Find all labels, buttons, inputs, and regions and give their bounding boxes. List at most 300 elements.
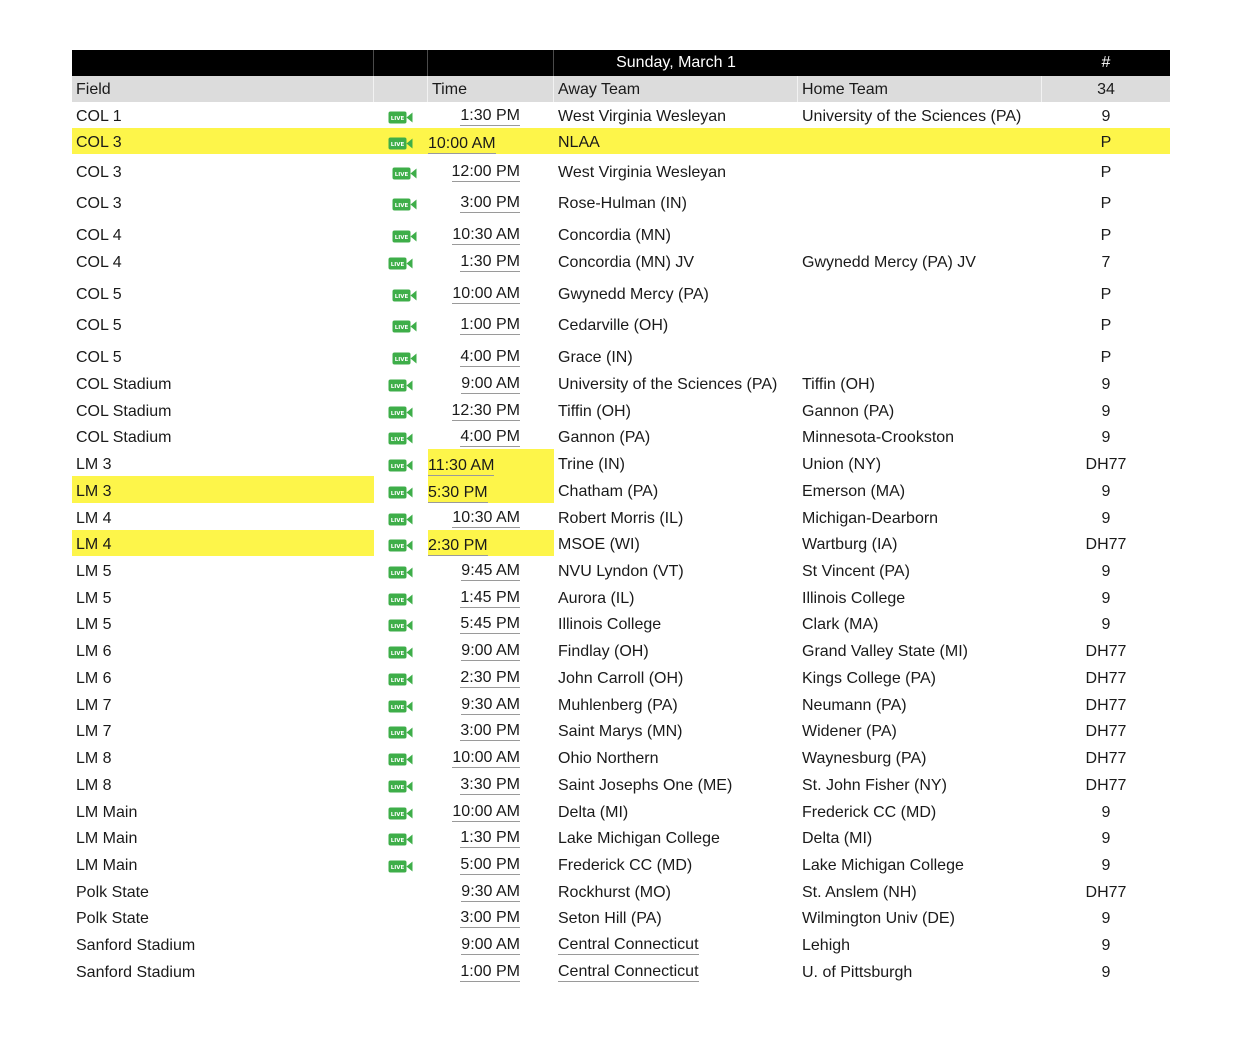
field-name: COL Stadium (76, 376, 172, 393)
count-cell (1042, 717, 1170, 743)
col-header-count (1042, 76, 1170, 102)
svg-text:LIVE: LIVE (394, 357, 409, 363)
game-time: 10:00 AM (452, 285, 520, 302)
field-name: COL Stadium (76, 429, 172, 446)
stream-cell (374, 824, 428, 850)
svg-text:LIVE: LIVE (390, 678, 405, 684)
live-stream-icon[interactable] (388, 646, 413, 659)
home-team-cell (798, 154, 1042, 184)
svg-text:LIVE: LIVE (390, 705, 405, 711)
stream-cell (374, 797, 428, 824)
time-cell (428, 396, 554, 423)
live-stream-icon[interactable] (388, 513, 413, 526)
col-header-home-label: Home Team (802, 81, 888, 98)
svg-text:LIVE: LIVE (390, 624, 405, 630)
header-row-columns (72, 76, 1170, 102)
home-team: University of the Sciences (PA) (802, 108, 1022, 125)
header-count-label: # (1101, 54, 1111, 71)
stream-cell (374, 770, 428, 797)
table-row (72, 102, 1170, 128)
field-cell (72, 449, 374, 476)
time-cell (428, 503, 554, 530)
field-name: LM Main (76, 857, 138, 874)
game-time: 9:30 AM (461, 883, 520, 900)
away-team-cell (554, 184, 798, 215)
home-team-cell (798, 663, 1042, 690)
time-cell (428, 930, 554, 957)
game-count: P (1100, 286, 1112, 303)
stream-cell (374, 423, 428, 449)
home-team-cell (798, 743, 1042, 770)
home-team: Lake Michigan College (802, 857, 964, 874)
count-cell (1042, 556, 1170, 583)
svg-text:LIVE: LIVE (390, 384, 405, 390)
svg-text:LIVE: LIVE (390, 785, 405, 791)
field-name: COL 4 (76, 227, 122, 244)
home-team: Kings College (PA) (802, 670, 936, 687)
field-name: LM 5 (76, 616, 112, 633)
home-team-cell (798, 215, 1042, 247)
count-cell (1042, 770, 1170, 797)
count-cell (1042, 850, 1170, 877)
live-stream-icon[interactable] (388, 593, 413, 606)
time-cell (428, 556, 554, 583)
stream-cell (374, 850, 428, 877)
time-cell (428, 957, 554, 984)
table-row (72, 306, 1170, 337)
game-time: 1:45 PM (460, 589, 520, 606)
live-stream-icon[interactable] (388, 860, 413, 873)
away-team: Cedarville (OH) (558, 317, 669, 334)
home-team-cell (798, 824, 1042, 850)
home-team: Widener (PA) (802, 723, 897, 740)
live-stream-icon[interactable] (392, 167, 417, 180)
field-name: Sanford Stadium (76, 937, 196, 954)
live-stream-icon[interactable] (388, 780, 413, 793)
away-team-cell (554, 610, 798, 636)
time-cell (428, 337, 554, 369)
svg-text:LIVE: LIVE (390, 262, 405, 268)
away-team-cell (554, 337, 798, 369)
home-team-cell (798, 636, 1042, 663)
live-stream-icon[interactable] (388, 406, 413, 419)
stream-cell (374, 957, 428, 984)
field-cell (72, 369, 374, 396)
col-header-field (72, 76, 374, 102)
stream-cell (374, 636, 428, 663)
away-team: West Virginia Wesleyan (558, 108, 727, 125)
table-row (72, 770, 1170, 797)
field-name: Polk State (76, 910, 149, 927)
field-cell (72, 824, 374, 850)
away-team: Robert Morris (IL) (558, 510, 684, 527)
field-name: Sanford Stadium (76, 964, 196, 981)
count-cell (1042, 128, 1170, 154)
field-name: LM 8 (76, 777, 112, 794)
table-row (72, 663, 1170, 690)
table-row (72, 274, 1170, 306)
home-team-cell (798, 957, 1042, 984)
table-row (72, 530, 1170, 556)
count-cell (1042, 102, 1170, 128)
svg-text:LIVE: LIVE (390, 812, 405, 818)
away-team: West Virginia Wesleyan (558, 164, 727, 181)
svg-text:LIVE: LIVE (394, 203, 409, 209)
col-header-time-label: Time (432, 81, 467, 98)
away-team: Rose-Hulman (IN) (558, 195, 687, 212)
col-header-icon (374, 76, 428, 102)
count-cell (1042, 663, 1170, 690)
live-stream-icon[interactable] (392, 289, 417, 302)
game-count: P (1100, 349, 1112, 366)
svg-text:LIVE: LIVE (394, 172, 409, 178)
stream-cell (374, 610, 428, 636)
count-cell (1042, 247, 1170, 274)
field-cell (72, 904, 374, 930)
count-cell (1042, 610, 1170, 636)
svg-text:LIVE: LIVE (390, 758, 405, 764)
game-time: 9:00 AM (461, 375, 520, 392)
home-team-cell (798, 610, 1042, 636)
live-stream-icon[interactable] (388, 459, 413, 472)
field-cell (72, 743, 374, 770)
header-count-cell (1042, 50, 1170, 76)
game-time: 3:30 PM (460, 776, 520, 793)
away-team-cell (554, 583, 798, 610)
field-name: LM 3 (76, 483, 112, 500)
home-team: St Vincent (PA) (802, 563, 910, 580)
live-stream-icon[interactable] (388, 257, 413, 270)
home-team: Tiffin (OH) (802, 376, 875, 393)
game-time: 9:00 AM (461, 642, 520, 659)
game-count: 9 (1101, 483, 1111, 500)
field-name: COL 3 (76, 164, 122, 181)
stream-cell (374, 690, 428, 717)
home-team: St. John Fisher (NY) (802, 777, 947, 794)
svg-text:LIVE: LIVE (390, 491, 405, 497)
live-stream-icon[interactable] (388, 753, 413, 766)
away-team-cell (554, 247, 798, 274)
game-time: 2:30 PM (428, 537, 488, 554)
field-name: COL 3 (76, 134, 122, 151)
count-cell (1042, 423, 1170, 449)
home-team-cell (798, 306, 1042, 337)
away-team: Central Connecticut (558, 936, 699, 953)
field-name: LM 6 (76, 643, 112, 660)
field-cell (72, 128, 374, 154)
home-team: Wilmington Univ (DE) (802, 910, 955, 927)
table-row (72, 337, 1170, 369)
time-cell (428, 610, 554, 636)
field-name: LM 4 (76, 510, 112, 527)
home-team: St. Anslem (NH) (802, 884, 917, 901)
away-team: MSOE (WI) (558, 536, 640, 553)
away-team: Tiffin (OH) (558, 403, 631, 420)
live-stream-icon[interactable] (388, 137, 413, 150)
away-team-cell (554, 423, 798, 449)
away-team-cell (554, 503, 798, 530)
count-cell (1042, 306, 1170, 337)
home-team: Grand Valley State (MI) (802, 643, 968, 660)
count-cell (1042, 215, 1170, 247)
game-time: 4:00 PM (460, 348, 520, 365)
home-team-cell (798, 184, 1042, 215)
game-count: 9 (1101, 910, 1111, 927)
home-team: Delta (MI) (802, 830, 873, 847)
home-team: Gwynedd Mercy (PA) JV (802, 254, 976, 271)
stream-cell (374, 396, 428, 423)
game-count: 9 (1101, 616, 1111, 633)
away-team: Saint Marys (MN) (558, 723, 683, 740)
field-cell (72, 396, 374, 423)
count-cell (1042, 877, 1170, 904)
count-cell (1042, 743, 1170, 770)
field-cell (72, 154, 374, 184)
field-cell (72, 636, 374, 663)
header-date: Sunday, March 1 (616, 54, 736, 71)
game-count: 9 (1101, 857, 1111, 874)
home-team-cell (798, 476, 1042, 503)
table-row (72, 449, 1170, 476)
field-name: LM 8 (76, 750, 112, 767)
home-team: Minnesota-Crookston (802, 429, 955, 446)
field-name: COL Stadium (76, 403, 172, 420)
live-stream-icon[interactable] (392, 230, 417, 243)
field-cell (72, 556, 374, 583)
field-cell (72, 797, 374, 824)
live-stream-icon[interactable] (388, 432, 413, 445)
svg-text:LIVE: LIVE (390, 598, 405, 604)
game-count: DH77 (1085, 884, 1127, 901)
home-team: Neumann (PA) (802, 697, 907, 714)
away-team-cell (554, 824, 798, 850)
field-cell (72, 610, 374, 636)
table-row (72, 930, 1170, 957)
live-stream-icon[interactable] (388, 700, 413, 713)
away-team: NVU Lyndon (VT) (558, 563, 684, 580)
field-cell (72, 717, 374, 743)
away-team: Seton Hill (PA) (558, 910, 662, 927)
game-count: 9 (1101, 937, 1111, 954)
live-stream-icon[interactable] (388, 566, 413, 579)
svg-text:LIVE: LIVE (390, 651, 405, 657)
col-header-home (798, 76, 1042, 102)
game-time: 9:00 AM (461, 936, 520, 953)
stream-cell (374, 154, 428, 184)
home-team: Clark (MA) (802, 616, 879, 633)
stream-cell (374, 503, 428, 530)
table-row (72, 583, 1170, 610)
away-team-cell (554, 930, 798, 957)
stream-cell (374, 556, 428, 583)
col-header-away (554, 76, 798, 102)
away-team: Chatham (PA) (558, 483, 659, 500)
time-cell (428, 583, 554, 610)
away-team-cell (554, 306, 798, 337)
home-team: Emerson (MA) (802, 483, 906, 500)
home-team-cell (798, 396, 1042, 423)
game-count: P (1100, 227, 1112, 244)
away-team: Frederick CC (MD) (558, 857, 693, 874)
away-team: NLAA (558, 134, 600, 151)
field-name: COL 5 (76, 286, 122, 303)
game-count: 9 (1101, 964, 1111, 981)
field-name: Polk State (76, 884, 149, 901)
field-cell (72, 877, 374, 904)
live-stream-icon[interactable] (388, 673, 413, 686)
field-cell (72, 957, 374, 984)
away-team-cell (554, 369, 798, 396)
table-row (72, 556, 1170, 583)
home-team: Wartburg (IA) (802, 536, 898, 553)
table-row (72, 904, 1170, 930)
game-time: 1:30 PM (460, 107, 520, 124)
stream-cell (374, 306, 428, 337)
live-stream-icon[interactable] (388, 726, 413, 739)
field-cell (72, 306, 374, 337)
home-team-cell (798, 102, 1042, 128)
away-team-cell (554, 128, 798, 154)
game-count: DH77 (1085, 697, 1127, 714)
game-time: 4:00 PM (460, 428, 520, 445)
live-stream-icon[interactable] (388, 833, 413, 846)
field-cell (72, 102, 374, 128)
count-cell (1042, 904, 1170, 930)
away-team-cell (554, 850, 798, 877)
game-time: 9:30 AM (461, 696, 520, 713)
home-team-cell (798, 247, 1042, 274)
table-row (72, 636, 1170, 663)
game-time: 9:45 AM (461, 562, 520, 579)
count-cell (1042, 930, 1170, 957)
header-blank-cell (374, 50, 428, 76)
live-stream-icon[interactable] (388, 539, 413, 552)
table-row (72, 184, 1170, 215)
away-team: Rockhurst (MO) (558, 884, 671, 901)
time-cell (428, 824, 554, 850)
home-team-cell (798, 690, 1042, 717)
time-cell (428, 770, 554, 797)
count-cell (1042, 337, 1170, 369)
game-count: DH77 (1085, 536, 1127, 553)
game-count: P (1100, 195, 1112, 212)
field-cell (72, 770, 374, 797)
time-cell (428, 717, 554, 743)
count-cell (1042, 449, 1170, 476)
svg-text:LIVE: LIVE (390, 464, 405, 470)
svg-text:LIVE: LIVE (390, 544, 405, 550)
svg-text:LIVE: LIVE (390, 142, 405, 148)
away-team: John Carroll (OH) (558, 670, 684, 687)
home-team-cell (798, 717, 1042, 743)
away-team-cell (554, 690, 798, 717)
table-row (72, 824, 1170, 850)
field-name: COL 5 (76, 317, 122, 334)
away-team-cell (554, 904, 798, 930)
game-count: 7 (1101, 254, 1111, 271)
home-team-cell (798, 503, 1042, 530)
field-cell (72, 503, 374, 530)
game-count: DH77 (1085, 750, 1127, 767)
time-cell (428, 476, 554, 503)
away-team-cell (554, 663, 798, 690)
field-name: LM 4 (76, 536, 112, 553)
away-team-cell (554, 396, 798, 423)
table-row (72, 503, 1170, 530)
count-cell (1042, 824, 1170, 850)
live-stream-icon[interactable] (392, 320, 417, 333)
away-team: Trine (IN) (558, 456, 625, 473)
field-name: LM 7 (76, 723, 112, 740)
live-stream-icon[interactable] (392, 352, 417, 365)
live-stream-icon[interactable] (392, 198, 417, 211)
away-team-cell (554, 530, 798, 556)
field-name: LM 6 (76, 670, 112, 687)
stream-cell (374, 904, 428, 930)
game-count: P (1100, 134, 1112, 151)
field-name: LM 5 (76, 563, 112, 580)
svg-text:LIVE: LIVE (390, 865, 405, 871)
count-cell (1042, 274, 1170, 306)
table-row (72, 247, 1170, 274)
game-count: 9 (1101, 510, 1111, 527)
svg-text:LIVE: LIVE (390, 116, 405, 122)
field-name: LM Main (76, 830, 138, 847)
away-team-cell (554, 743, 798, 770)
home-team: U. of Pittsburgh (802, 964, 913, 981)
stream-cell (374, 877, 428, 904)
time-cell (428, 663, 554, 690)
away-team-cell (554, 154, 798, 184)
away-team-cell (554, 717, 798, 743)
stream-cell (374, 663, 428, 690)
time-cell (428, 102, 554, 128)
time-cell (428, 369, 554, 396)
field-name: LM 3 (76, 456, 112, 473)
away-team: Grace (IN) (558, 349, 633, 366)
game-time: 10:00 AM (428, 135, 496, 152)
home-team-cell (798, 556, 1042, 583)
game-time: 10:00 AM (452, 749, 520, 766)
count-cell (1042, 369, 1170, 396)
field-cell (72, 930, 374, 957)
game-time: 3:00 PM (460, 909, 520, 926)
away-team-cell (554, 215, 798, 247)
away-team: Concordia (MN) (558, 227, 671, 244)
home-team: Lehigh (802, 937, 851, 954)
game-time: 3:00 PM (460, 194, 520, 211)
count-cell (1042, 154, 1170, 184)
table-row (72, 396, 1170, 423)
field-cell (72, 476, 374, 503)
field-name: LM 7 (76, 697, 112, 714)
live-stream-icon[interactable] (388, 619, 413, 632)
field-name: COL 1 (76, 108, 122, 125)
live-stream-icon[interactable] (388, 807, 413, 820)
time-cell (428, 274, 554, 306)
away-team: Saint Josephs One (ME) (558, 777, 733, 794)
live-stream-icon[interactable] (388, 486, 413, 499)
header-row-date (72, 50, 1170, 76)
game-time: 5:45 PM (460, 615, 520, 632)
count-cell (1042, 476, 1170, 503)
game-count: 9 (1101, 108, 1111, 125)
game-time: 1:00 PM (460, 316, 520, 333)
time-cell (428, 128, 554, 154)
live-stream-icon[interactable] (388, 379, 413, 392)
table-row (72, 877, 1170, 904)
live-stream-icon[interactable] (388, 111, 413, 124)
